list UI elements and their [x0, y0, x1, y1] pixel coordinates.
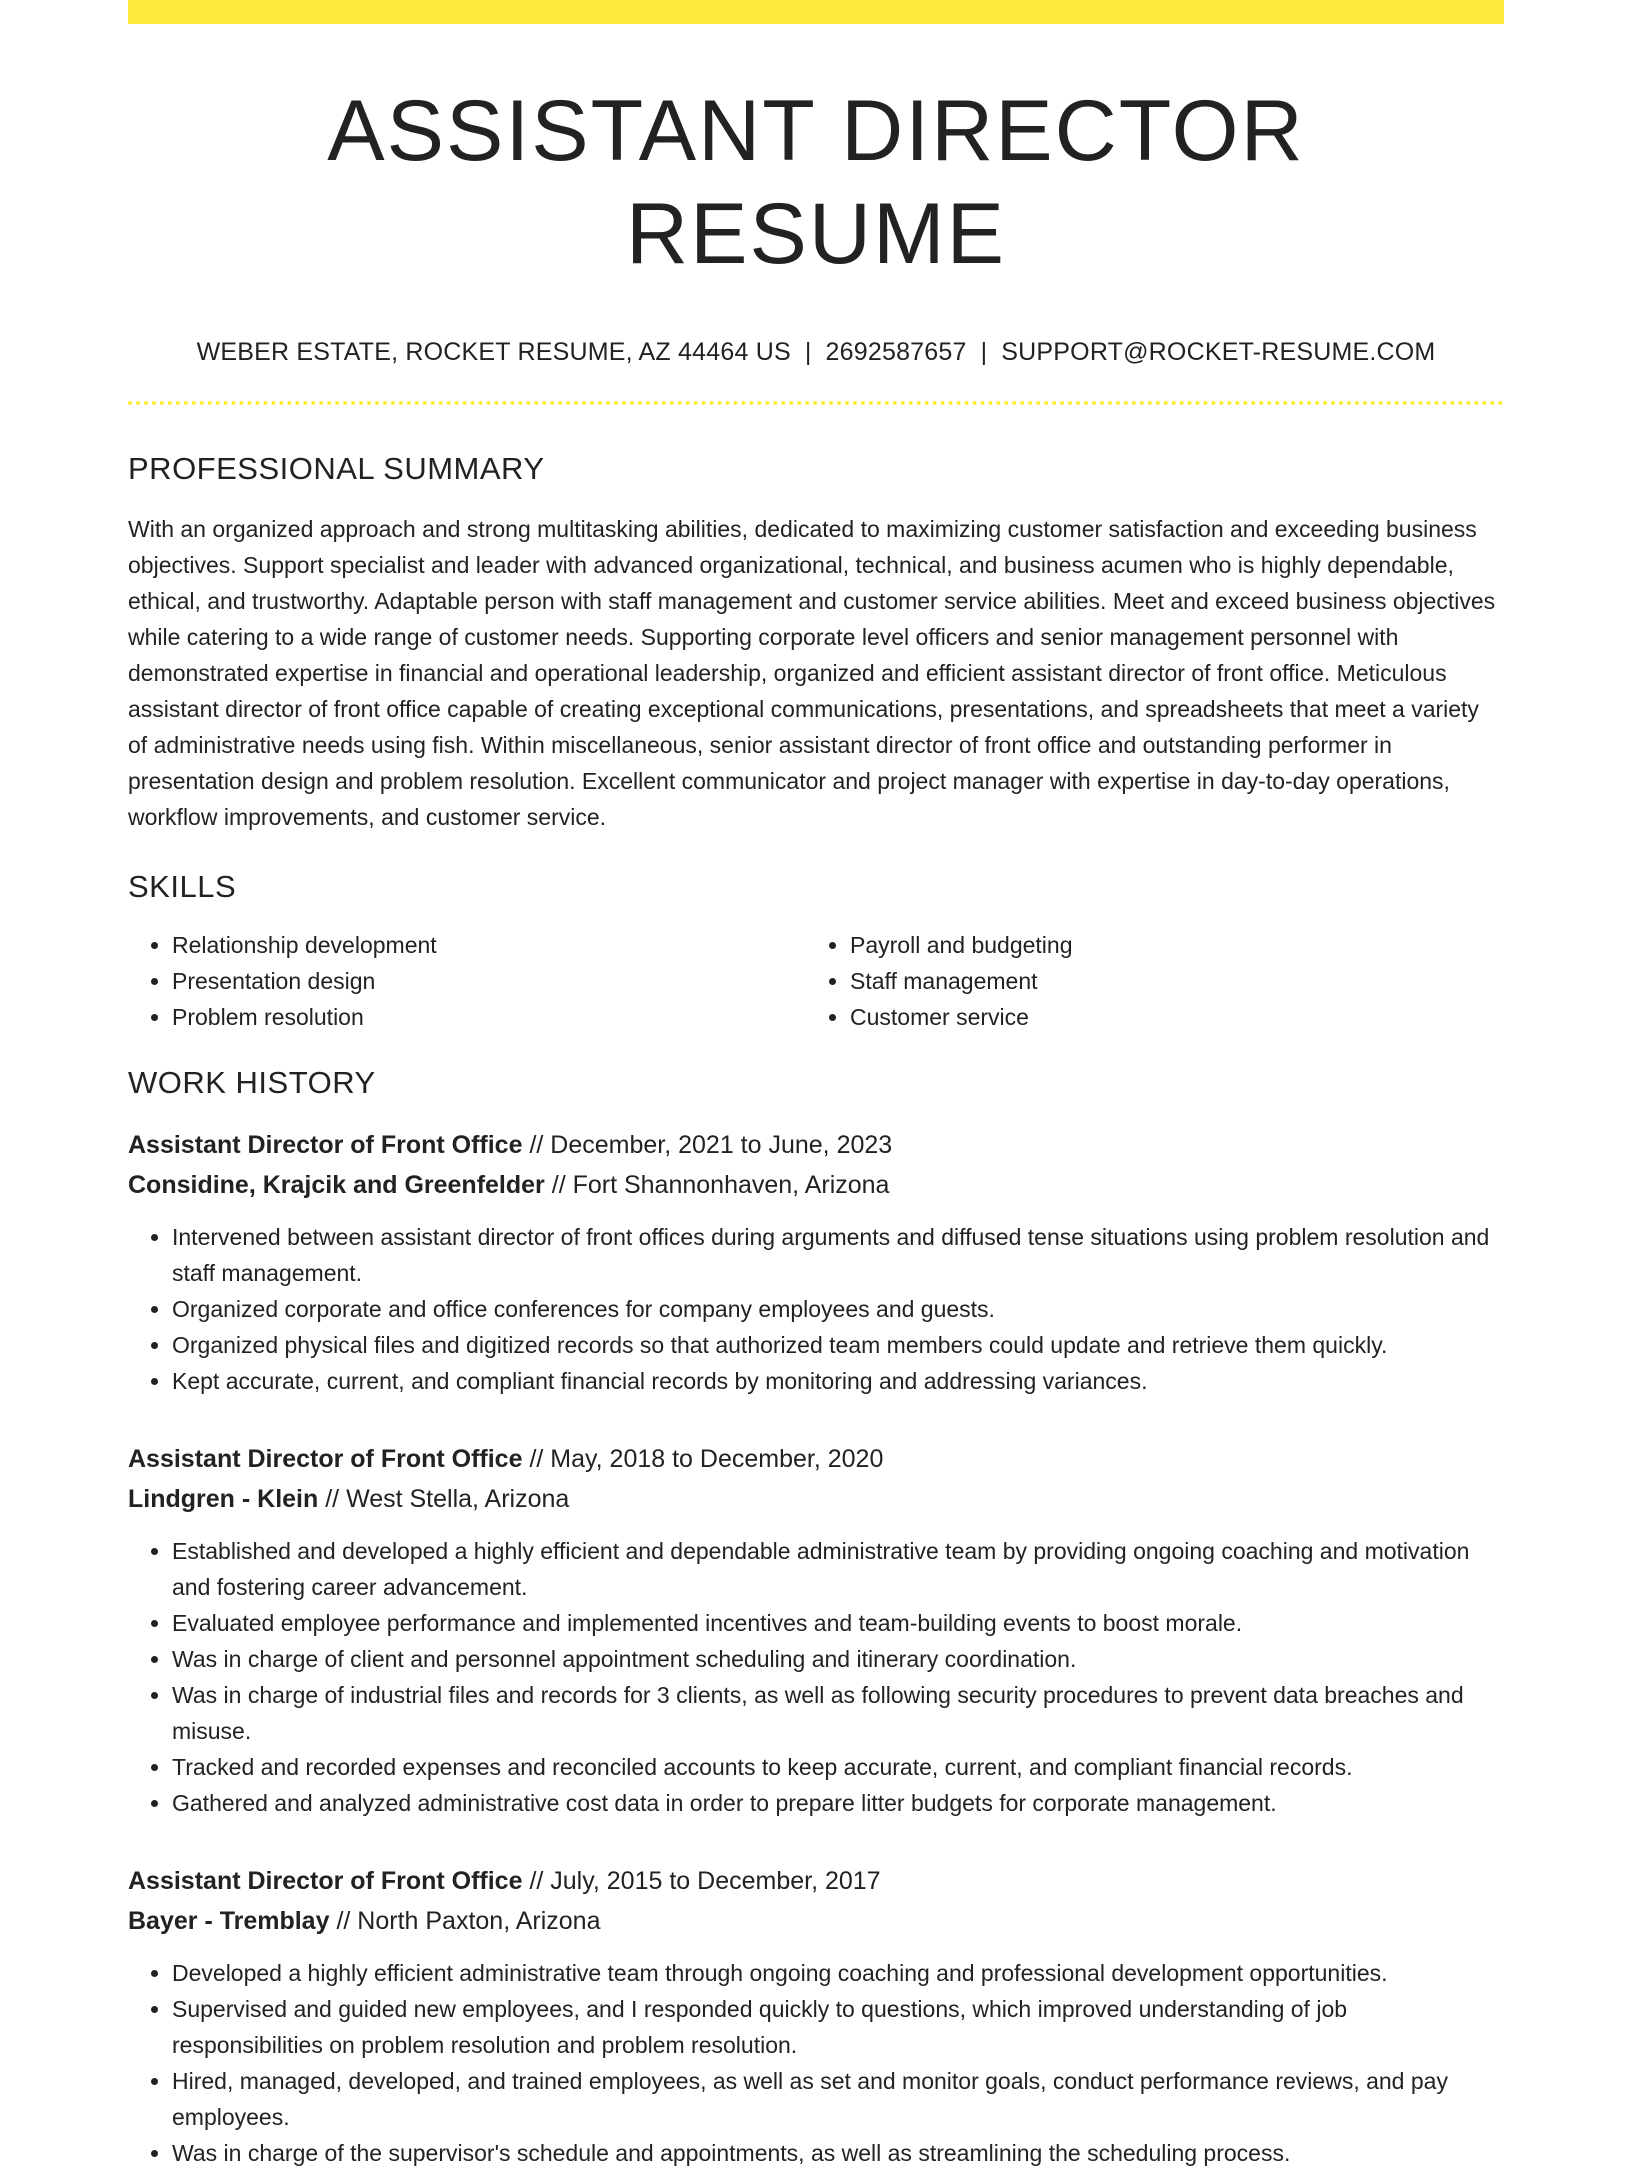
job-bullets	[128, 1533, 1504, 1821]
job-bullet: • Intervened between assistant director of front offices during arguments and diffused tense situations using problem resolution and staff management.	[172, 1219, 1504, 1291]
job-bullet: • Tracked and recorded expenses and reconciled accounts to keep accurate, current, and compliant financial records.	[172, 1749, 1504, 1785]
job-bullet: • Gathered and analyzed administrative cost data in order to prepare litter budgets for corporate management.	[172, 1785, 1504, 1821]
job-bullet: • Was in charge of client and personnel appointment scheduling and itinerary coordination.	[172, 1641, 1504, 1677]
top-accent-bar	[128, 0, 1504, 24]
job-location: // West Stella, Arizona	[318, 1485, 570, 1514]
skill-item: • Presentation design	[172, 963, 806, 999]
job-location: // North Paxton, Arizona	[329, 1907, 601, 1936]
job-entry	[128, 1861, 1504, 2171]
summary-heading: PROFESSIONAL SUMMARY	[128, 451, 545, 487]
job-company-line	[128, 1165, 1504, 1205]
job-bullet: • Evaluated employee performance and implemented incentives and team-building events to boost morale.	[172, 1605, 1504, 1641]
contact-separator: |	[980, 338, 988, 367]
job-dates: // July, 2015 to December, 2017	[522, 1867, 881, 1896]
job-title-line	[128, 1439, 1504, 1479]
job-location: // Fort Shannonhaven, Arizona	[544, 1171, 890, 1200]
job-bullets	[128, 1219, 1504, 1399]
job-entry	[128, 1125, 1504, 1399]
job-bullet: • Organized physical files and digitized records so that authorized team members could update and retrieve them quickly.	[172, 1327, 1504, 1363]
job-bullets	[128, 1955, 1504, 2171]
job-entry	[128, 1439, 1504, 1821]
skills-column-left	[128, 927, 806, 1035]
contact-phone: 2692587657	[825, 338, 967, 367]
contact-line	[128, 338, 1504, 367]
skill-item: • Problem resolution	[172, 999, 806, 1035]
job-dates: // December, 2021 to June, 2023	[522, 1131, 893, 1160]
skills-heading: SKILLS	[128, 869, 237, 905]
skill-item: • Payroll and budgeting	[850, 927, 1484, 963]
resume-page	[128, 0, 1504, 2171]
job-bullet: • Developed a highly efficient administrative team through ongoing coaching and professional development opportunities.	[172, 1955, 1504, 1991]
job-bullet: • Was in charge of industrial files and records for 3 clients, as well as following security procedures to prevent data breaches and misuse.	[172, 1677, 1504, 1749]
job-title: Assistant Director of Front Office	[128, 1867, 523, 1896]
job-bullet: • Established and developed a highly efficient and dependable administrative team by providing ongoing coaching and motivation and fostering career advancement.	[172, 1533, 1504, 1605]
skill-item: • Relationship development	[172, 927, 806, 963]
skills-list	[128, 927, 1504, 1035]
summary-text: With an organized approach and strong multitasking abilities, dedicated to maximizing customer satisfaction and exceeding business objectives. Support specialist and leader with advanced organizational, technical, and business acumen who is highly dependable, ethical, and trustworthy. Adaptable person with staff management and customer service abilities. Meet and exceed business objectives while catering to a wide range of customer needs. Supporting corporate level officers and senior management personnel with demonstrated expertise in financial and operational leadership, organized and efficient assistant director of front office. Meticulous assistant director of front office capable of creating exceptional communications, presentations, and spreadsheets that meet a variety of administrative needs using fish. Within miscellaneous, senior assistant director of front office and outstanding performer in presentation design and problem resolution. Excellent communicator and project manager with expertise in day-to-day operations, workflow improvements, and customer service.	[128, 516, 1496, 831]
job-company-line	[128, 1901, 1504, 1941]
contact-email: SUPPORT@ROCKET-RESUME.COM	[1001, 338, 1436, 367]
job-bullet: • Organized corporate and office conferences for company employees and guests.	[172, 1291, 1504, 1327]
job-bullet: • Was in charge of the supervisor's schedule and appointments, as well as streamlining the scheduling process.	[172, 2135, 1504, 2171]
job-title: Assistant Director of Front Office	[128, 1445, 523, 1474]
job-bullet: • Kept accurate, current, and compliant financial records by monitoring and addressing variances.	[172, 1363, 1504, 1399]
contact-separator: |	[804, 338, 812, 367]
job-title: Assistant Director of Front Office	[128, 1131, 523, 1160]
job-title-line	[128, 1861, 1504, 1901]
contact-address: WEBER ESTATE, ROCKET RESUME, AZ 44464 US	[196, 338, 791, 367]
job-company: Bayer - Tremblay	[128, 1907, 330, 1936]
job-company-line	[128, 1479, 1504, 1519]
job-company: Considine, Krajcik and Greenfelder	[128, 1171, 545, 1200]
skill-item: • Customer service	[850, 999, 1484, 1035]
skills-column-right	[806, 927, 1484, 1035]
header-divider	[128, 401, 1504, 405]
resume-title: ASSISTANT DIRECTOR RESUME	[327, 83, 1305, 283]
job-bullet: • Supervised and guided new employees, and I responded quickly to questions, which improved understanding of job responsibilities on problem resolution and problem resolution.	[172, 1991, 1504, 2063]
work-history-heading: WORK HISTORY	[128, 1065, 376, 1101]
job-bullet: • Hired, managed, developed, and trained employees, as well as set and monitor goals, conduct performance reviews, and pay employees.	[172, 2063, 1504, 2135]
job-company: Lindgren - Klein	[128, 1485, 319, 1514]
skill-item: • Staff management	[850, 963, 1484, 999]
job-title-line	[128, 1125, 1504, 1165]
job-dates: // May, 2018 to December, 2020	[522, 1445, 884, 1474]
